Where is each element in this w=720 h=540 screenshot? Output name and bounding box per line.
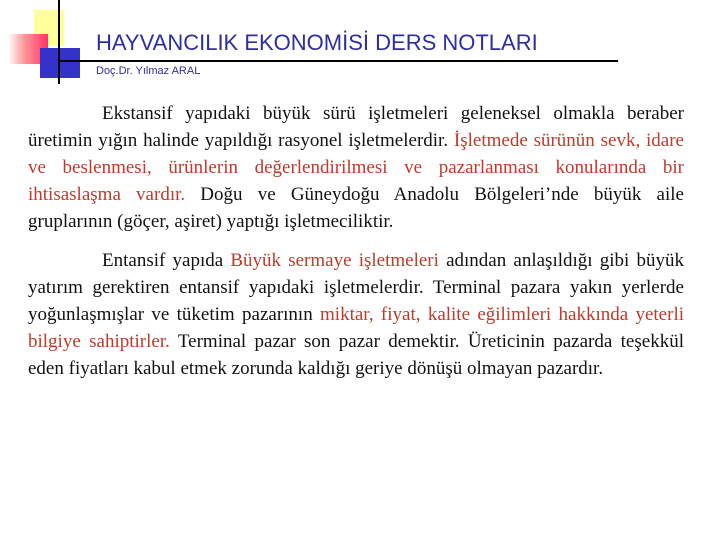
highlighted-text-segment: Büyük sermaye işletmeleri	[230, 250, 439, 271]
vertical-rule	[58, 0, 60, 84]
slide-logo-decoration	[0, 0, 100, 90]
author-subtitle: Doç.Dr. Yılmaz ARAL	[96, 65, 201, 77]
text-segment: Doğu ve Güneydoğu Anadolu Bölgeleri’nde büyük aile gruplarının (göçer, aşiret) yaptığı işletmeciliktir.	[28, 184, 684, 232]
paragraph-extensive	[28, 100, 684, 235]
text-segment: Ekstansif yapıdaki büyük sürü işletmeleri geleneksel olmakla beraber üretimin yığın halinde yapıldığı rasyonel işletmelerdir.	[28, 103, 684, 151]
blue-square-decoration	[40, 48, 80, 78]
text-segment: Entansif yapıda	[102, 250, 231, 271]
page-title: HAYVANCILIK EKONOMİSİ DERS NOTLARI	[96, 30, 538, 55]
paragraph-intensive	[28, 247, 684, 382]
highlighted-text-segment: İşletmede sürünün sevk, idare ve beslenmesi, ürünlerin değerlendirilmesi ve pazarlanması konularında bir ihtisaslaşma vardır.	[28, 130, 684, 205]
highlighted-text-segment: miktar, fiyat, kalite eğilimleri hakkında yeterli bilgiye sahiptirler.	[28, 304, 684, 352]
title-underline	[58, 60, 618, 62]
text-segment: Terminal pazar son pazar demektir. Üreticinin pazarda teşekkül eden fiyatları kabul etmek zorunda kaldığı geriye dönüşü olmayan pazardır.	[28, 331, 684, 379]
text-segment: adından anlaşıldığı gibi büyük yatırım gerektiren entansif yapıdaki işletmelerdir. Terminal pazara yakın yerlerde yoğunlaşmışlar ve tüketim pazarının	[28, 250, 684, 325]
slide-body	[28, 100, 684, 382]
